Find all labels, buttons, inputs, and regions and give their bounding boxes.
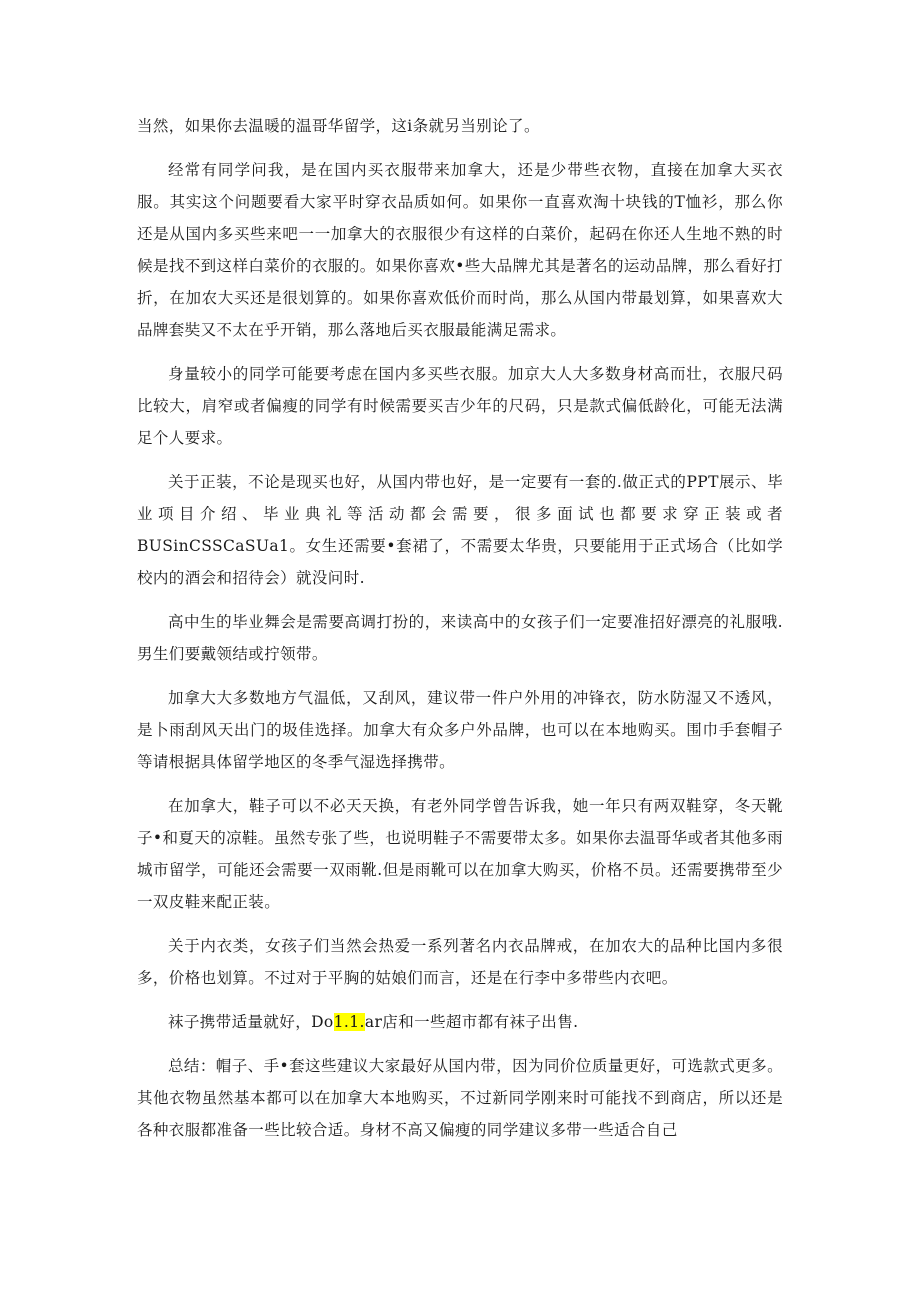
paragraph-4: 关于正装，不论是现买也好，从国内带也好，是一定要有一套的.做正式的PPT展示、毕业项目介绍、毕业典礼等活动都会需要，很多面试也都要求穿正装或者BUSinCSSCaSUa1。女生还需要•套裙了，不需要太华贵，只要能用于正式场合（比如学校内的酒会和招待会）就没问时. xyxy=(137,473,783,587)
paragraph-3: 身量较小的同学可能要考虑在国内多买些衣服。加京大人大多数身材高而壮，衣服尺码比较大，肩窄或者偏瘦的同学有时候需要买吉少年的尺码，只是款式偏低龄化，可能无法满足个人要求。 xyxy=(137,365,783,447)
paragraph-7: 在加拿大，鞋子可以不必天天换，有老外同学曾告诉我，她一年只有两双鞋穿，冬天靴子•和夏天的凉鞋。虽然专张了些，也说明鞋子不需要带太多。如果你去温哥华或者其他多雨城市留学，可能还会需要一双雨靴.但是雨靴可以在加拿大购买，价格不员。还需要携带至少一双皮鞋来配正装。 xyxy=(137,797,783,911)
paragraph-2: 经常有同学问我，是在国内买衣服带来加拿大，还是少带些衣物，直接在加拿大买衣服。其实这个问题要看大家平时穿衣品质如何。如果你一直喜欢淘十块钱的T恤衫，那么你还是从国内多买些来吧一一加拿大的衣服很少有这样的白菜价，起码在你还人生地不熟的时候是找不到这样白菜价的衣服的。如果你喜欢•些大品牌尤其是著名的运动品牌，那么看好打折，在加农大买还是很划算的。如果你喜欢低价而时尚，那么从国内带最划算，如果喜欢大品牌套奘又不太在乎开销，那么落地后买衣服最能满足需求。 xyxy=(137,161,783,339)
paragraph-9 xyxy=(137,1006,783,1038)
paragraph-9-text-after: ar店和一些超市都有袜子出售. xyxy=(364,1013,579,1031)
paragraph-10: 总结：帽子、手•套这些建议大家最好从国内带，因为同价位质量更好，可选款式更多。其他衣物虽然基本都可以在加拿大本地购买，不过新同学刚来时可能找不到商店，所以还是各种衣服都准备一些比较合适。身材不高又偏瘦的同学建议多带一些适合自己 xyxy=(137,1057,783,1139)
document-body xyxy=(137,110,783,1158)
paragraph-8: 关于内衣类，女孩子们当然会热爱一系列著名内衣品牌戒，在加农大的品种比国内多很多，价格也划算。不过对于平胸的姑娘们而言，还是在行李中多带些内衣吧。 xyxy=(137,937,783,987)
paragraph-6: 加拿大大多数地方气温低，又刮风，建议带一件户外用的冲锋衣，防水防湿又不透风，是卜雨刮风天出门的圾佳选择。加拿大有众多户外品牌，也可以在本地购买。围巾手套帽子等请根据具体留学地区的冬季气湿选择携带。 xyxy=(137,689,783,771)
paragraph-9-text-before: 袜子携带适量就好，Do xyxy=(168,1013,334,1031)
highlighted-text: 1.1. xyxy=(333,1013,365,1031)
paragraph-5: 高中生的毕业舞会是需要高调打扮的，来读高中的女孩子们一定要准招好漂亮的礼服哦.男生们要戴领结或拧领带。 xyxy=(137,613,783,663)
paragraph-1: 当然，如果你去温暖的温哥华留学，这i条就另当别论了。 xyxy=(137,117,540,135)
